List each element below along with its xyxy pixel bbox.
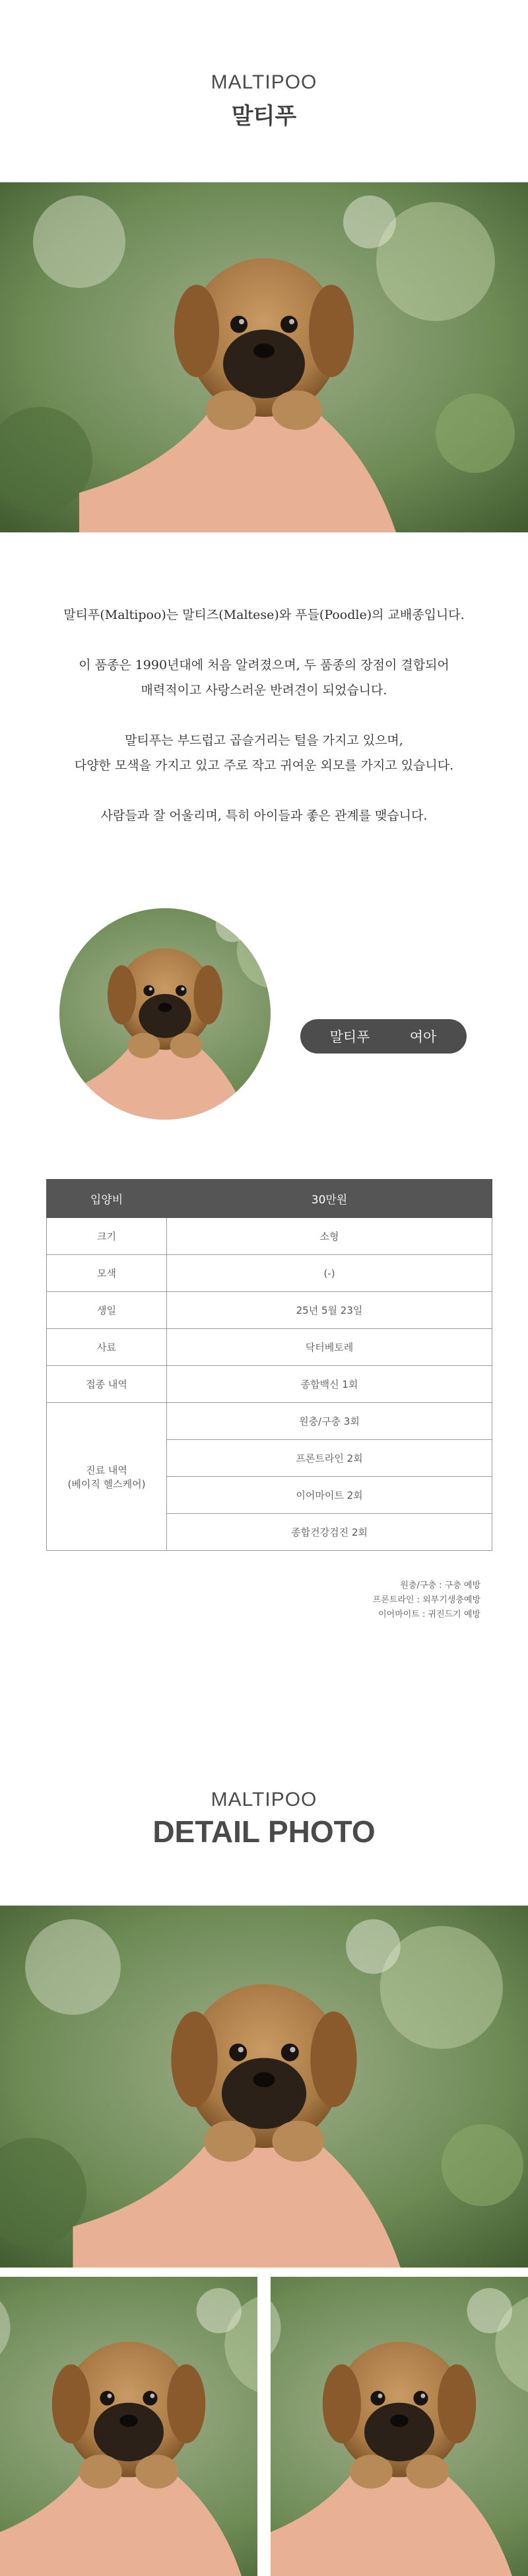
row-label: 생일 <box>47 1292 167 1329</box>
breed-description <box>0 602 528 853</box>
page-header <box>0 71 528 130</box>
adoption-fee-value: 30만원 <box>167 1180 492 1218</box>
table-row <box>47 1255 492 1292</box>
header-title-korean: 말티푸 <box>231 103 297 129</box>
care-item: 이어마이트 2회 <box>167 1477 492 1514</box>
footnotes <box>373 1579 480 1622</box>
row-label: 크기 <box>47 1218 167 1255</box>
table-header-row <box>47 1180 492 1218</box>
description-paragraph <box>0 803 528 828</box>
description-paragraph <box>0 602 528 627</box>
detail-title-english: MALTIPOO <box>211 1789 317 1810</box>
profile-photo <box>59 908 271 1120</box>
detail-photo-right <box>271 2277 528 2576</box>
adoption-fee-label: 입양비 <box>47 1180 167 1218</box>
description-paragraph <box>0 728 528 778</box>
detail-title: DETAIL PHOTO <box>152 1814 376 1849</box>
hero-photo <box>0 182 528 532</box>
sex-label: 여아 <box>409 1029 437 1045</box>
description-line: 말티푸는 부드럽고 곱슬거리는 털을 가지고 있으며, <box>125 733 403 748</box>
care-label-line: 진료 내역 <box>86 1464 127 1476</box>
description-line: 이 품종은 1990년대에 처음 알려졌으며, 두 품종의 장점이 결합되어 <box>79 658 449 672</box>
table-row <box>47 1366 492 1403</box>
info-table <box>46 1179 492 1551</box>
detail-header <box>0 1789 528 1849</box>
description-paragraph <box>0 653 528 703</box>
detail-photo-large <box>0 1906 528 2268</box>
description-line: 매력적이고 사랑스러운 반려견이 되었습니다. <box>141 683 387 698</box>
table-row <box>47 1403 492 1440</box>
care-item: 프론트라인 2회 <box>167 1440 492 1477</box>
row-label: 접종 내역 <box>47 1366 167 1403</box>
care-item: 원충/구충 3회 <box>167 1403 492 1440</box>
footnote: 프론트라인 : 외부기생충예방 <box>372 1595 480 1605</box>
table-row <box>47 1292 492 1329</box>
row-value: (-) <box>167 1255 492 1292</box>
care-label-line: (베이직 헬스케어) <box>67 1478 146 1490</box>
breed-sex-badge <box>300 1019 467 1054</box>
care-item: 종합건강검진 2회 <box>167 1514 492 1551</box>
description-line: 다양한 모색을 가지고 있고 주로 작고 귀여운 외모를 가지고 있습니다. <box>74 758 454 773</box>
care-history-label <box>47 1403 167 1551</box>
table-row <box>47 1218 492 1255</box>
header-title-english: MALTIPOO <box>211 71 317 93</box>
detail-photo-left <box>0 2277 257 2576</box>
breed-label: 말티푸 <box>329 1029 370 1045</box>
row-label: 사료 <box>47 1329 167 1366</box>
row-value: 닥터베토레 <box>167 1329 492 1366</box>
description-line: 사람들과 잘 어울리며, 특히 아이들과 좋은 관계를 맺습니다. <box>100 808 428 823</box>
footnote: 원충/구충 : 구충 예방 <box>400 1581 480 1591</box>
footnote: 이어마이트 : 귀진드기 예방 <box>378 1610 480 1620</box>
row-value: 종합백신 1회 <box>167 1366 492 1403</box>
row-value: 소형 <box>167 1218 492 1255</box>
table-row <box>47 1329 492 1366</box>
row-label: 모색 <box>47 1255 167 1292</box>
description-line: 말티푸(Maltipoo)는 말티즈(Maltese)와 푸들(Poodle)의 교배종입니다. <box>63 608 465 622</box>
row-value: 25년 5월 23일 <box>167 1292 492 1329</box>
